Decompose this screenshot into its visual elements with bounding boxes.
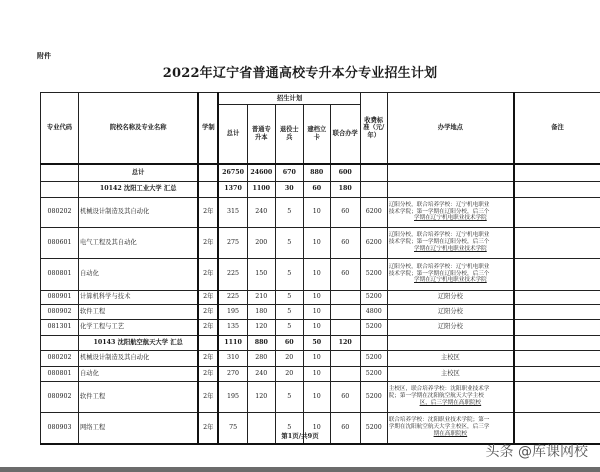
location-line: 院；第一学期在沈阳航空航天大学主校 (388, 393, 484, 399)
table-row (41, 290, 600, 304)
header-remarks: 备注 (514, 93, 600, 165)
cell-duration: 2年 (198, 319, 218, 335)
cell-fee: 5200 (360, 290, 387, 304)
cell-location (387, 197, 514, 227)
cell-joint: 60 (330, 197, 360, 227)
cell-veteran: 20 (275, 366, 303, 381)
enrollment-plan-table (40, 92, 600, 445)
cell-veteran: 5 (275, 412, 303, 444)
cell-poverty: 10 (303, 258, 330, 290)
table-row (41, 304, 600, 319)
cell-remarks (514, 290, 600, 304)
cell-veteran: 5 (275, 197, 303, 227)
table-row (41, 227, 600, 258)
header-total: 总计 (218, 105, 247, 165)
location-line: 主校区，联合培养学校：沈阳职业技术学 (388, 386, 490, 393)
location-line: 联合培养学校：沈阳职业技术学院；第一 (388, 417, 490, 424)
cell-major-name: 化学工程与工艺 (78, 319, 198, 335)
cell-remarks (514, 304, 600, 319)
cell-location (387, 227, 514, 258)
table-row (41, 366, 600, 381)
cell-major-name: 电气工程及其自动化 (78, 227, 198, 258)
cell-poverty: 50 (303, 335, 330, 350)
cell-duration: 2年 (198, 304, 218, 319)
attachment-label: 附件 (37, 51, 51, 60)
cell-veteran: 30 (275, 181, 303, 197)
cell-code: 080801 (41, 258, 79, 290)
cell-remarks (514, 319, 600, 335)
cell-veteran: 60 (275, 335, 303, 350)
cell-poverty: 10 (303, 366, 330, 381)
cell-code: 080202 (41, 197, 79, 227)
cell-major-name: 机械设计制造及其自动化 (78, 197, 198, 227)
cell-veteran: 5 (275, 227, 303, 258)
cell-poverty: 880 (303, 164, 330, 181)
header-code: 专业代码 (41, 93, 79, 165)
cell-total: 26750 (218, 164, 247, 181)
cell-regular: 200 (247, 227, 275, 258)
table-row (41, 258, 600, 290)
table-row (41, 197, 600, 227)
cell-regular: 280 (247, 350, 275, 366)
cell-total: 1370 (218, 181, 247, 197)
cell-duration: 2年 (198, 412, 218, 444)
cell-joint (330, 350, 360, 366)
cell-fee: 5200 (360, 319, 387, 335)
location-line: 期在高职院校 (433, 431, 468, 438)
cell-joint (330, 366, 360, 381)
location-line: 技术学院；第一学期在辽阳分校，后三个 (388, 270, 490, 277)
cell-total: 75 (218, 412, 247, 444)
cell-joint (330, 319, 360, 335)
header-regular: 普通专升本 (247, 105, 275, 165)
grand-total-label: 总计 (78, 164, 198, 181)
cell-joint: 60 (330, 412, 360, 444)
table-row (41, 381, 600, 412)
cell-duration: 2年 (198, 381, 218, 412)
cell-veteran: 5 (275, 304, 303, 319)
cell-poverty: 10 (303, 412, 330, 444)
cell-veteran: 5 (275, 258, 303, 290)
location-line: 学期在辽宁机电职业技术学院 (414, 245, 487, 252)
location-line: 学期在辽宁机电职业技术学院 (414, 277, 487, 284)
cell-remarks (514, 381, 600, 412)
cell-poverty: 10 (303, 290, 330, 304)
cell-joint (330, 290, 360, 304)
school-summary-row (41, 335, 600, 350)
cell-duration: 2年 (198, 366, 218, 381)
cell-fee: 4800 (360, 304, 387, 319)
cell-regular: 240 (247, 197, 275, 227)
cell-poverty: 10 (303, 227, 330, 258)
cell-total: 225 (218, 290, 247, 304)
cell-veteran: 670 (275, 164, 303, 181)
cell-veteran: 20 (275, 350, 303, 366)
cell-total: 195 (218, 381, 247, 412)
cell-duration: 2年 (198, 197, 218, 227)
location-line: 辽阳分校，联合培养学校：辽宁机电职业 (388, 232, 490, 239)
cell-duration: 2年 (198, 227, 218, 258)
location-line: 区，后三学期在高职院校 (419, 399, 482, 406)
cell-joint: 60 (330, 381, 360, 412)
cell-poverty: 10 (303, 319, 330, 335)
cell-total: 225 (218, 258, 247, 290)
cell-remarks (514, 197, 600, 227)
cell-major-name: 自动化 (78, 258, 198, 290)
cell-poverty: 10 (303, 304, 330, 319)
cell-code: 080903 (41, 412, 79, 444)
watermark: 头条 @库课网校 (485, 444, 588, 460)
cell-joint (330, 304, 360, 319)
cell-joint: 60 (330, 258, 360, 290)
location-line: 技术学院；第一学期在辽阳分校，后三个 (388, 239, 490, 245)
cell-regular: 120 (247, 319, 275, 335)
school-summary-label: 10143 沈阳航空航天大学 汇总 (78, 335, 198, 350)
cell-joint: 180 (330, 181, 360, 197)
cell-major-name: 机械设计制造及其自动化 (78, 350, 198, 366)
cell-duration: 2年 (198, 350, 218, 366)
header-duration: 学制 (198, 93, 218, 165)
header-poverty: 建档立卡 (303, 105, 330, 165)
page-indicator: 第1页/共9页 (281, 432, 319, 440)
cell-code: 081301 (41, 319, 79, 335)
cell-regular: 180 (247, 304, 275, 319)
cell-remarks (514, 258, 600, 290)
table-row (41, 350, 600, 366)
cell-location: 主校区 (387, 366, 514, 381)
location-line: 学期在辽宁机电职业技术学院 (414, 215, 487, 222)
cell-total: 310 (218, 350, 247, 366)
cell-remarks (514, 227, 600, 258)
cell-joint: 60 (330, 227, 360, 258)
cell-fee: 5200 (360, 381, 387, 412)
cell-major-name: 软件工程 (78, 304, 198, 319)
cell-code: 080901 (41, 290, 79, 304)
cell-major-name: 计算机科学与技术 (78, 290, 198, 304)
cell-regular: 880 (247, 335, 275, 350)
cell-joint: 120 (330, 335, 360, 350)
cell-total: 135 (218, 319, 247, 335)
cell-major-name: 自动化 (78, 366, 198, 381)
cell-regular: 240 (247, 366, 275, 381)
cell-code: 080801 (41, 366, 79, 381)
grand-total-row (41, 164, 600, 181)
cell-total: 275 (218, 227, 247, 258)
cell-regular: 24600 (247, 164, 275, 181)
table-row (41, 319, 600, 335)
cell-fee: 6200 (360, 197, 387, 227)
cell-major-name: 网络工程 (78, 412, 198, 444)
cell-veteran: 5 (275, 290, 303, 304)
cell-joint: 600 (330, 164, 360, 181)
header-location: 办学地点 (387, 93, 514, 165)
location-line: 学期在沈阳航空航天大学主校区，后三学 (388, 424, 490, 431)
cell-poverty: 10 (303, 197, 330, 227)
cell-code: 080601 (41, 227, 79, 258)
cell-total: 270 (218, 366, 247, 381)
cell-poverty: 10 (303, 381, 330, 412)
cell-code: 080902 (41, 304, 79, 319)
cell-remarks (514, 366, 600, 381)
school-summary-row (41, 181, 600, 197)
header-veteran: 退役士兵 (275, 105, 303, 165)
bottom-edge-bar (0, 467, 600, 472)
cell-regular: 1100 (247, 181, 275, 197)
cell-fee: 5200 (360, 412, 387, 444)
cell-location (387, 258, 514, 290)
cell-major-name: 软件工程 (78, 381, 198, 412)
cell-duration: 2年 (198, 290, 218, 304)
cell-total: 1110 (218, 335, 247, 350)
cell-poverty: 60 (303, 181, 330, 197)
cell-regular: 210 (247, 290, 275, 304)
cell-remarks (514, 350, 600, 366)
cell-total: 195 (218, 304, 247, 319)
school-summary-label: 10142 沈阳工业大学 汇总 (78, 181, 198, 197)
cell-fee: 6200 (360, 227, 387, 258)
cell-regular: 150 (247, 258, 275, 290)
cell-location (387, 381, 514, 412)
location-line: 技术学院；第一学期在辽阳分校，后三个 (388, 208, 490, 215)
cell-total: 315 (218, 197, 247, 227)
cell-fee: 5200 (360, 366, 387, 381)
cell-regular: 120 (247, 381, 275, 412)
cell-location: 辽阳分校 (387, 319, 514, 335)
location-line: 辽阳分校，联合培养学校：辽宁机电职业 (388, 201, 490, 208)
header-joint: 联合办学 (330, 105, 360, 165)
cell-location: 辽阳分校 (387, 304, 514, 319)
document-title: 2022年辽宁省普通高校专升本分专业招生计划 (162, 66, 438, 81)
cell-veteran: 5 (275, 319, 303, 335)
cell-fee: 5200 (360, 258, 387, 290)
header-name: 院校名称及专业名称 (78, 93, 198, 165)
location-line: 辽阳分校，联合培养学校：辽宁机电职业 (388, 263, 490, 270)
header-fee: 收费标准（元/年） (360, 93, 387, 165)
cell-veteran: 5 (275, 381, 303, 412)
cell-poverty: 10 (303, 350, 330, 366)
cell-location: 主校区 (387, 350, 514, 366)
cell-location: 辽阳分校 (387, 290, 514, 304)
cell-fee: 5200 (360, 350, 387, 366)
cell-duration: 2年 (198, 258, 218, 290)
header-plan-group: 招生计划 (218, 93, 360, 105)
cell-code: 080902 (41, 381, 79, 412)
cell-code: 080202 (41, 350, 79, 366)
